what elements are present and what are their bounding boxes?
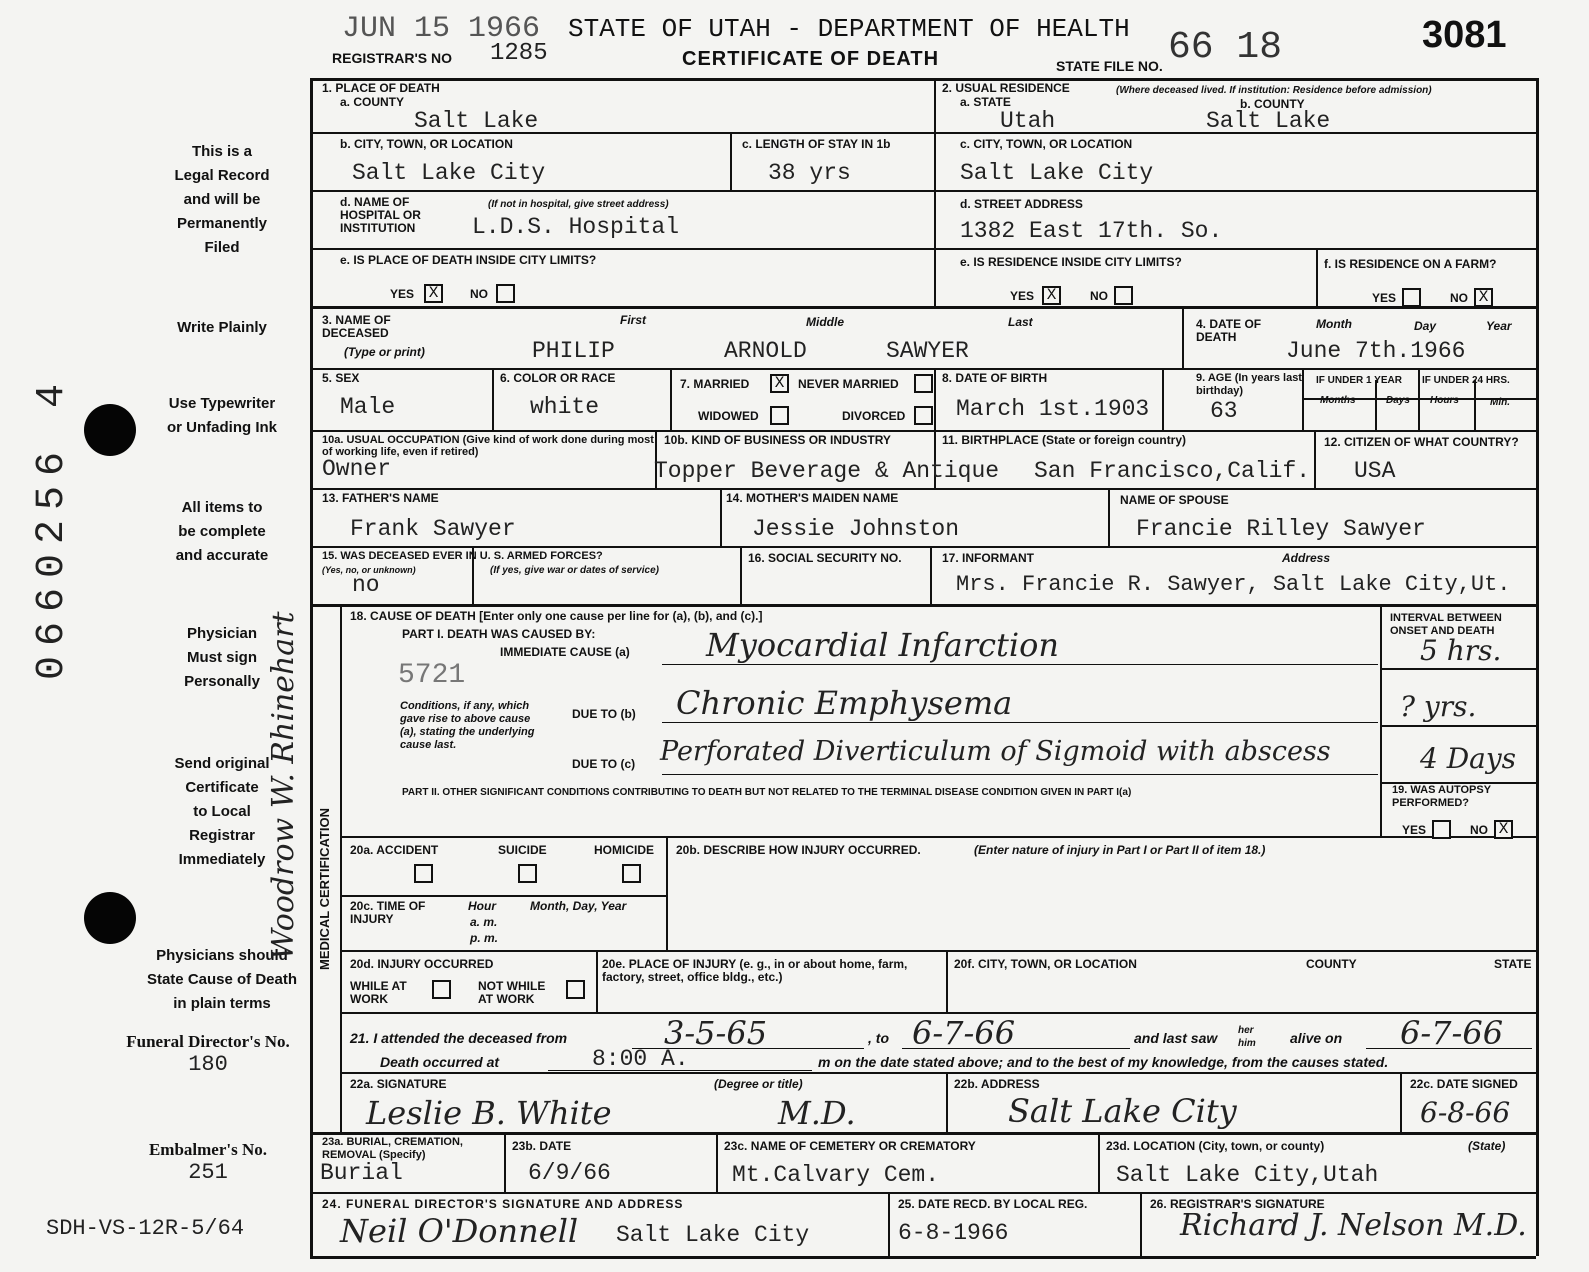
injury-county-label: COUNTY xyxy=(1306,957,1357,971)
agency-title: STATE OF UTAH - DEPARTMENT OF HEALTH xyxy=(568,14,1130,44)
state-label: a. STATE xyxy=(960,95,1011,109)
farm-yes-label: YES xyxy=(1372,291,1397,305)
signature-label: 22a. SIGNATURE xyxy=(350,1077,447,1091)
sex-label: 5. SEX xyxy=(322,371,360,385)
street-address-label: d. STREET ADDRESS xyxy=(960,197,1083,211)
sex-value[interactable]: Male xyxy=(340,394,396,420)
complete-note: All items to be complete and accurate xyxy=(175,499,269,564)
day-label: Day xyxy=(1414,319,1437,333)
inside-limits-yes-label: YES xyxy=(390,287,415,301)
not-while-at-work-checkbox[interactable] xyxy=(566,980,585,999)
residence-state-value[interactable]: Utah xyxy=(1000,108,1056,134)
place-of-injury-label: 20e. PLACE OF INJURY (e. g., in or about home, farm, factory, street, office bldg., etc.) xyxy=(602,957,908,984)
age-value[interactable]: 63 xyxy=(1210,398,1238,424)
residence-label: 2. USUAL RESIDENCE xyxy=(942,81,1070,95)
divorced-label: DIVORCED xyxy=(842,409,906,423)
inside-limits-no-checkbox[interactable] xyxy=(496,284,515,303)
spouse-label: NAME OF SPOUSE xyxy=(1120,493,1229,507)
divorced-checkbox[interactable] xyxy=(914,406,933,425)
armed-note-2: (If yes, give war or dates of service) xyxy=(490,565,659,576)
hospital-note: (If not in hospital, give street address) xyxy=(488,199,669,210)
state-paren-label: (State) xyxy=(1468,1139,1506,1153)
middle-name-value[interactable]: ARNOLD xyxy=(724,338,807,364)
registrar-signature-label: 26. REGISTRAR'S SIGNATURE xyxy=(1150,1197,1325,1211)
describe-injury-label: 20b. DESCRIBE HOW INJURY OCCURRED. xyxy=(676,843,921,857)
business-value[interactable]: Topper Beverage & Antique xyxy=(654,458,1000,484)
while-at-work-label: WHILE AT WORK xyxy=(350,979,407,1006)
middle-label: Middle xyxy=(806,315,844,329)
vertical-signature: Woodrow W. Rhinehart xyxy=(266,611,301,960)
month-day-year-label: Month, Day, Year xyxy=(530,899,627,913)
autopsy-label: 19. WAS AUTOPSY PERFORMED? xyxy=(1392,784,1491,809)
vertical-file-number: 0660256 4 xyxy=(30,373,75,680)
date-received-value[interactable]: 6-8-1966 xyxy=(898,1220,1009,1246)
inside-limits-label: e. IS PLACE OF DEATH INSIDE CITY LIMITS? xyxy=(340,253,597,267)
interval-b-value[interactable]: ? yrs. xyxy=(1400,690,1477,723)
location-value[interactable]: Salt Lake City,Utah xyxy=(1116,1162,1379,1188)
birth-date-value[interactable]: March 1st.1903 xyxy=(956,396,1150,422)
first-name-value[interactable]: PHILIP xyxy=(532,338,615,364)
autopsy-no-label: NO xyxy=(1470,823,1488,837)
age-label: 9. AGE (In years last birthday) xyxy=(1196,372,1302,397)
first-label: First xyxy=(620,313,647,327)
accident-checkbox[interactable] xyxy=(414,864,433,883)
residence-inside-yes-checkbox[interactable]: X xyxy=(1042,286,1061,305)
city-label: b. CITY, TOWN, OR LOCATION xyxy=(340,137,513,151)
birth-date-label: 8. DATE OF BIRTH xyxy=(942,371,1048,385)
race-label: 6. COLOR OR RACE xyxy=(500,371,616,385)
physician-note: Physician Must sign Personally xyxy=(184,625,260,690)
married-checkbox[interactable]: X xyxy=(770,374,789,393)
cemetery-value[interactable]: Mt.Calvary Cem. xyxy=(732,1162,940,1188)
write-plainly-note: Write Plainly xyxy=(177,319,267,336)
ssn-label: 16. SOCIAL SECURITY NO. xyxy=(748,551,902,565)
certificate-title: CERTIFICATE OF DEATH xyxy=(682,48,940,70)
homicide-label: HOMICIDE xyxy=(594,843,654,857)
autopsy-no-checkbox[interactable]: X xyxy=(1494,820,1513,839)
county-value[interactable]: Salt Lake xyxy=(414,108,539,134)
hour-label: Hour xyxy=(468,899,496,913)
farm-yes-checkbox[interactable] xyxy=(1402,288,1421,307)
signature-address-value[interactable]: Salt Lake City xyxy=(1008,1092,1237,1130)
under-1-year-label: IF UNDER 1 YEAR xyxy=(1316,375,1402,386)
state-file-number: 66 18 xyxy=(1168,26,1283,69)
residence-city-label: c. CITY, TOWN, OR LOCATION xyxy=(960,137,1133,151)
citizen-value[interactable]: USA xyxy=(1354,458,1396,484)
never-married-checkbox[interactable] xyxy=(914,374,933,393)
business-label: 10b. KIND OF BUSINESS OR INDUSTRY xyxy=(664,433,891,447)
autopsy-yes-label: YES xyxy=(1402,823,1427,837)
form-code: SDH-VS-12R-5/64 xyxy=(46,1216,245,1241)
due-to-b-value[interactable]: Chronic Emphysema xyxy=(676,684,1013,722)
length-of-stay-label: c. LENGTH OF STAY IN 1b xyxy=(742,137,891,151)
hours-label: Hours xyxy=(1430,395,1459,406)
inside-limits-no-label: NO xyxy=(470,287,488,301)
days-label: Days xyxy=(1386,395,1410,406)
while-at-work-checkbox[interactable] xyxy=(432,980,451,999)
am-label: a. m. xyxy=(470,915,498,929)
time-of-injury-label: 20c. TIME OF INJURY xyxy=(350,899,426,926)
part2-label: PART II. OTHER SIGNIFICANT CONDITIONS CONTRIBUTING TO DEATH BUT NOT RELATED TO THE TERMINAL DISEASE CONDITION GIVEN IN PART I(a) xyxy=(402,787,1132,798)
hospital-value[interactable]: L.D.S. Hospital xyxy=(472,214,680,240)
residence-county-value[interactable]: Salt Lake xyxy=(1206,108,1331,134)
signature-address-label: 22b. ADDRESS xyxy=(954,1077,1040,1091)
farm-label: f. IS RESIDENCE ON A FARM? xyxy=(1324,257,1497,271)
armed-forces-value[interactable]: no xyxy=(352,572,380,598)
injury-occurred-label: 20d. INJURY OCCURRED xyxy=(350,957,494,971)
never-married-label: NEVER MARRIED xyxy=(798,377,899,391)
cause-plain-note: Physicians should State Cause of Death in plain terms xyxy=(146,947,298,1012)
burial-date-label: 23b. DATE xyxy=(512,1139,572,1153)
funeral-director-signature[interactable]: Neil O'Donnell xyxy=(340,1212,579,1250)
medical-certification-label: MEDICAL CERTIFICATION xyxy=(317,807,332,970)
attended-from-value[interactable]: 3-5-65 xyxy=(664,1014,768,1052)
interval-label: INTERVAL BETWEEN ONSET AND DEATH xyxy=(1390,612,1502,637)
min-label: Min. xyxy=(1490,397,1510,408)
birthplace-value[interactable]: San Francisco,Calif. xyxy=(1034,458,1311,484)
mother-value[interactable]: Jessie Johnston xyxy=(752,516,960,542)
date-of-death-label: 4. DATE OF DEATH xyxy=(1196,317,1262,344)
due-to-c-value[interactable]: Perforated Diverticulum of Sigmoid with abscess xyxy=(660,736,1331,767)
residence-inside-yes-label: YES xyxy=(1010,289,1035,303)
injury-state-label: STATE xyxy=(1494,957,1532,971)
certificate-number: 3081 xyxy=(1422,14,1507,56)
injury-city-label: 20f. CITY, TOWN, OR LOCATION xyxy=(954,957,1137,971)
months-label: Months xyxy=(1320,395,1356,406)
under-24-hrs-label: IF UNDER 24 HRS. xyxy=(1422,375,1510,386)
occurred-at-label: Death occurred at xyxy=(380,1054,500,1070)
stamp-date: JUN 15 1966 xyxy=(342,12,541,46)
stated-label: m on the date stated above; and to the best of my knowledge, from the causes stated. xyxy=(818,1054,1389,1070)
widowed-checkbox[interactable] xyxy=(770,406,789,425)
send-original-note: Send original Certificate to Local Registrar Immediately xyxy=(174,755,270,868)
registrar-number: 1285 xyxy=(490,40,548,67)
citizen-label: 12. CITIZEN OF WHAT COUNTRY? xyxy=(1324,435,1519,449)
last-name-value[interactable]: SAWYER xyxy=(886,338,969,364)
inside-limits-yes-checkbox[interactable]: X xyxy=(424,284,443,303)
date-signed-label: 22c. DATE SIGNED xyxy=(1410,1077,1518,1091)
interval-c-value[interactable]: 4 Days xyxy=(1420,742,1517,775)
autopsy-yes-checkbox[interactable] xyxy=(1432,820,1451,839)
birthplace-label: 11. BIRTHPLACE (State or foreign country) xyxy=(942,433,1187,447)
father-value[interactable]: Frank Sawyer xyxy=(350,516,516,542)
hospital-label: d. NAME OF HOSPITAL OR INSTITUTION xyxy=(340,195,421,235)
typewriter-note: Use Typewriter or Unfading Ink xyxy=(167,395,277,436)
funeral-director-number: 180 xyxy=(188,1052,228,1077)
attended-label: 21. I attended the deceased from xyxy=(350,1030,568,1046)
not-while-at-work-label: NOT WHILE AT WORK xyxy=(478,979,546,1006)
residence-note: (Where deceased lived. If institution: Residence before admission) xyxy=(1116,85,1432,96)
alive-on-label: alive on xyxy=(1290,1030,1343,1046)
deceased-name-note: (Type or print) xyxy=(344,345,425,359)
cause-of-death-label: 18. CAUSE OF DEATH [Enter only one cause per line for (a), (b), and (c).] xyxy=(350,609,763,623)
funeral-director-address[interactable]: Salt Lake City xyxy=(616,1222,810,1248)
her-him-label: her him xyxy=(1238,1025,1256,1049)
date-of-death-value[interactable]: June 7th.1966 xyxy=(1286,338,1466,364)
burial-value[interactable]: Burial xyxy=(320,1160,403,1186)
residence-inside-label: e. IS RESIDENCE INSIDE CITY LIMITS? xyxy=(960,255,1182,269)
father-label: 13. FATHER'S NAME xyxy=(322,491,439,505)
occupation-label: 10a. USUAL OCCUPATION (Give kind of work done during most of working life, even if retired) xyxy=(322,434,654,458)
degree-label: (Degree or title) xyxy=(714,1077,803,1091)
immediate-cause-value[interactable]: Myocardial Infarction xyxy=(706,626,1059,664)
pm-label: p. m. xyxy=(470,931,499,945)
year-label: Year xyxy=(1486,319,1512,333)
place-of-death-label: 1. PLACE OF DEATH xyxy=(322,81,440,95)
residence-inside-no-label: NO xyxy=(1090,289,1108,303)
street-address-value[interactable]: 1382 East 17th. So. xyxy=(960,218,1223,244)
funeral-director-signature-label: 24. FUNERAL DIRECTOR'S SIGNATURE AND ADDRESS xyxy=(322,1197,684,1211)
married-label: 7. MARRIED xyxy=(680,377,750,391)
deceased-name-label: 3. NAME OF DECEASED xyxy=(322,313,391,340)
race-value[interactable]: white xyxy=(530,394,600,420)
location-label: 23d. LOCATION (City, town, or county) xyxy=(1106,1139,1325,1153)
last-label: Last xyxy=(1008,315,1033,329)
embalmer-label: Embalmer's No. xyxy=(148,1140,268,1159)
residence-city-value[interactable]: Salt Lake City xyxy=(960,160,1154,186)
registrar-signature[interactable]: Richard J. Nelson M.D. xyxy=(1180,1208,1527,1243)
suicide-checkbox[interactable] xyxy=(518,864,537,883)
death-time-value[interactable]: 8:00 A. xyxy=(592,1046,689,1072)
degree-value[interactable]: M.D. xyxy=(778,1094,856,1132)
part1-label: PART I. DEATH WAS CAUSED BY: xyxy=(402,627,596,641)
city-value[interactable]: Salt Lake City xyxy=(352,160,546,186)
interval-a-value[interactable]: 5 hrs. xyxy=(1420,634,1502,667)
punch-hole-bottom xyxy=(84,892,136,944)
physician-signature[interactable]: Leslie B. White xyxy=(366,1094,612,1132)
burial-date-value[interactable]: 6/9/66 xyxy=(528,1160,611,1186)
length-of-stay-value[interactable]: 38 yrs xyxy=(768,160,851,186)
farm-no-checkbox[interactable]: X xyxy=(1474,288,1493,307)
date-received-label: 25. DATE RECD. BY LOCAL REG. xyxy=(898,1197,1088,1211)
to-label: , to xyxy=(868,1030,889,1046)
immediate-cause-label: IMMEDIATE CAUSE (a) xyxy=(500,645,630,659)
due-to-b-label: DUE TO (b) xyxy=(572,707,636,721)
attended-to-value[interactable]: 6-7-66 xyxy=(912,1014,1016,1052)
embalmer-number-block xyxy=(118,1140,298,1185)
state-file-label: STATE FILE NO. xyxy=(1056,58,1163,74)
conditions-note: Conditions, if any, which gave rise to above cause (a), stating the underlying cause last. xyxy=(400,700,535,751)
legal-record-note: This is a Legal Record and will be Permanently Filed xyxy=(174,143,270,256)
widowed-label: WIDOWED xyxy=(698,409,759,423)
residence-inside-no-checkbox[interactable] xyxy=(1114,286,1133,305)
cemetery-label: 23c. NAME OF CEMETERY OR CREMATORY xyxy=(724,1139,976,1153)
last-saw-label: and last saw xyxy=(1134,1030,1218,1046)
punch-hole-top xyxy=(84,404,136,456)
code-number: 5721 xyxy=(398,660,466,691)
county-label: a. COUNTY xyxy=(340,95,405,109)
informant-label: 17. INFORMANT xyxy=(942,551,1035,565)
funeral-director-label: Funeral Director's No. xyxy=(126,1032,290,1051)
alive-on-value[interactable]: 6-7-66 xyxy=(1400,1014,1504,1052)
spouse-value[interactable]: Francie Rilley Sawyer xyxy=(1136,516,1426,542)
funeral-director-number-block xyxy=(118,1032,298,1077)
armed-note-1: (Yes, no, or unknown) xyxy=(322,565,416,575)
due-to-c-label: DUE TO (c) xyxy=(572,757,636,771)
month-label: Month xyxy=(1316,317,1352,331)
mother-label: 14. MOTHER'S MAIDEN NAME xyxy=(726,491,899,505)
registrar-label: REGISTRAR'S NO xyxy=(332,50,453,66)
suicide-label: SUICIDE xyxy=(498,843,547,857)
informant-value[interactable]: Mrs. Francie R. Sawyer, Salt Lake City,Ut. xyxy=(956,572,1511,597)
describe-injury-note: (Enter nature of injury in Part I or Part II of item 18.) xyxy=(974,843,1266,857)
homicide-checkbox[interactable] xyxy=(622,864,641,883)
burial-label: 23a. BURIAL, CREMATION, REMOVAL (Specify) xyxy=(322,1136,463,1161)
date-signed-value[interactable]: 6-8-66 xyxy=(1420,1096,1511,1129)
armed-forces-label: 15. WAS DECEASED EVER IN U. S. ARMED FORCES? xyxy=(322,550,603,562)
occupation-value[interactable]: Owner xyxy=(322,456,392,482)
accident-label: 20a. ACCIDENT xyxy=(350,843,439,857)
farm-no-label: NO xyxy=(1450,291,1468,305)
residence-county-label: b. COUNTY xyxy=(1240,97,1305,111)
informant-address-label: Address xyxy=(1282,551,1331,565)
embalmer-number: 251 xyxy=(188,1160,228,1185)
